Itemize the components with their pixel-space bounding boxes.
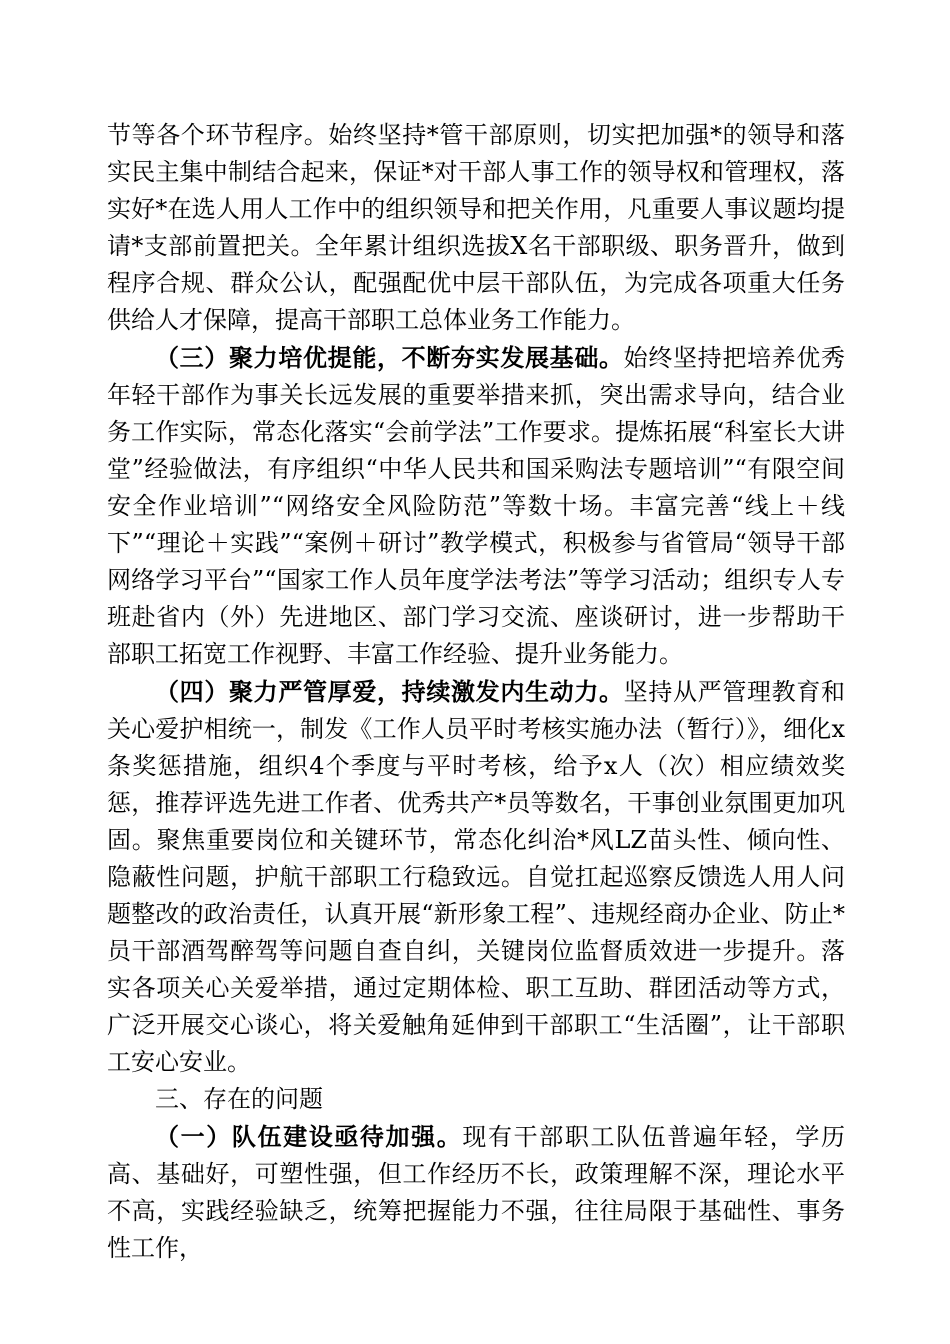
document-page	[107, 117, 845, 1267]
paragraph-management	[107, 673, 845, 1081]
paragraph-training	[107, 339, 845, 673]
paragraph-team-building	[107, 1118, 845, 1267]
paragraph-text: 始终坚持把培养优秀年轻干部作为事关长远发展的重要举措来抓，突出需求导向，结合业务工作实际，常态化落实“会前学法”工作要求。提炼拓展“科室长大讲堂”经验做法，有序组织“中华人民共和国采购法专题培训”“有限空间安全作业培训”“网络安全风险防范”等数十场。丰富完善“线上＋线下”“理论＋实践”“案例＋研讨”教学模式，积极参与省管局“领导干部网络学习平台”“国家工作人员年度学法考法”等学习活动；组织专人专班赴省内（外）先进地区、部门学习交流、座谈研讨，进一步帮助干部职工拓宽工作视野、丰富工作经验、提升业务能力。	[107, 344, 846, 668]
paragraph-lead: （三）聚力培优提能，不断夯实发展基础。	[155, 343, 624, 372]
paragraph-cadre-selection	[107, 117, 845, 339]
paragraph-text: 现有干部职工队伍普遍年轻，学历高、基础好，可塑性强，但工作经历不长，政策理解不深，理论水平不高，实践经验缺乏，统筹把握能力不强，往往局限于基础性、事务性工作，	[107, 1123, 846, 1262]
paragraph-lead: （一）队伍建设亟待加强。	[155, 1122, 463, 1151]
paragraph-lead: （四）聚力严管厚爱，持续激发内生动力。	[155, 677, 624, 706]
section-heading: 三、存在的问题	[155, 1085, 323, 1113]
paragraph-text: 节等各个环节程序。始终坚持*管干部原则，切实把加强*的领导和落实民主集中制结合起来，保证*对干部人事工作的领导权和管理权，落实好*在选人用人工作中的组织领导和把关作用，凡重要人事议题均提请*支部前置把关。全年累计组织选拔X名干部职级、职务晋升，做到程序合规、群众公认，配强配优中层干部队伍，为完成各项重大任务供给人才保障，提高干部职工总体业务工作能力。	[107, 121, 845, 334]
paragraph-text: 坚持从严管理教育和关心爱护相统一，制发《工作人员平时考核实施办法（暂行）》，细化x条奖惩措施，组织4个季度与平时考核，给予x人（次）相应绩效奖惩，推荐评选先进工作者、优秀共产*员等数名，干事创业氛围更加巩固。聚焦重要岗位和关键环节，常态化纠治*风LZ苗头性、倾向性、隐蔽性问题，护航干部职工行稳致远。自觉扛起巡察反馈选人用人问题整改的政治责任，认真开展“新形象工程”、违规经商办企业、防止*员干部酒驾醉驾等问题自查自纠，关键岗位监督质效进一步提升。落实各项关心关爱举措，通过定期体检、职工互助、群团活动等方式，广泛开展交心谈心，将关爱触角延伸到干部职工“生活圈”，让干部职工安心安业。	[107, 678, 846, 1076]
